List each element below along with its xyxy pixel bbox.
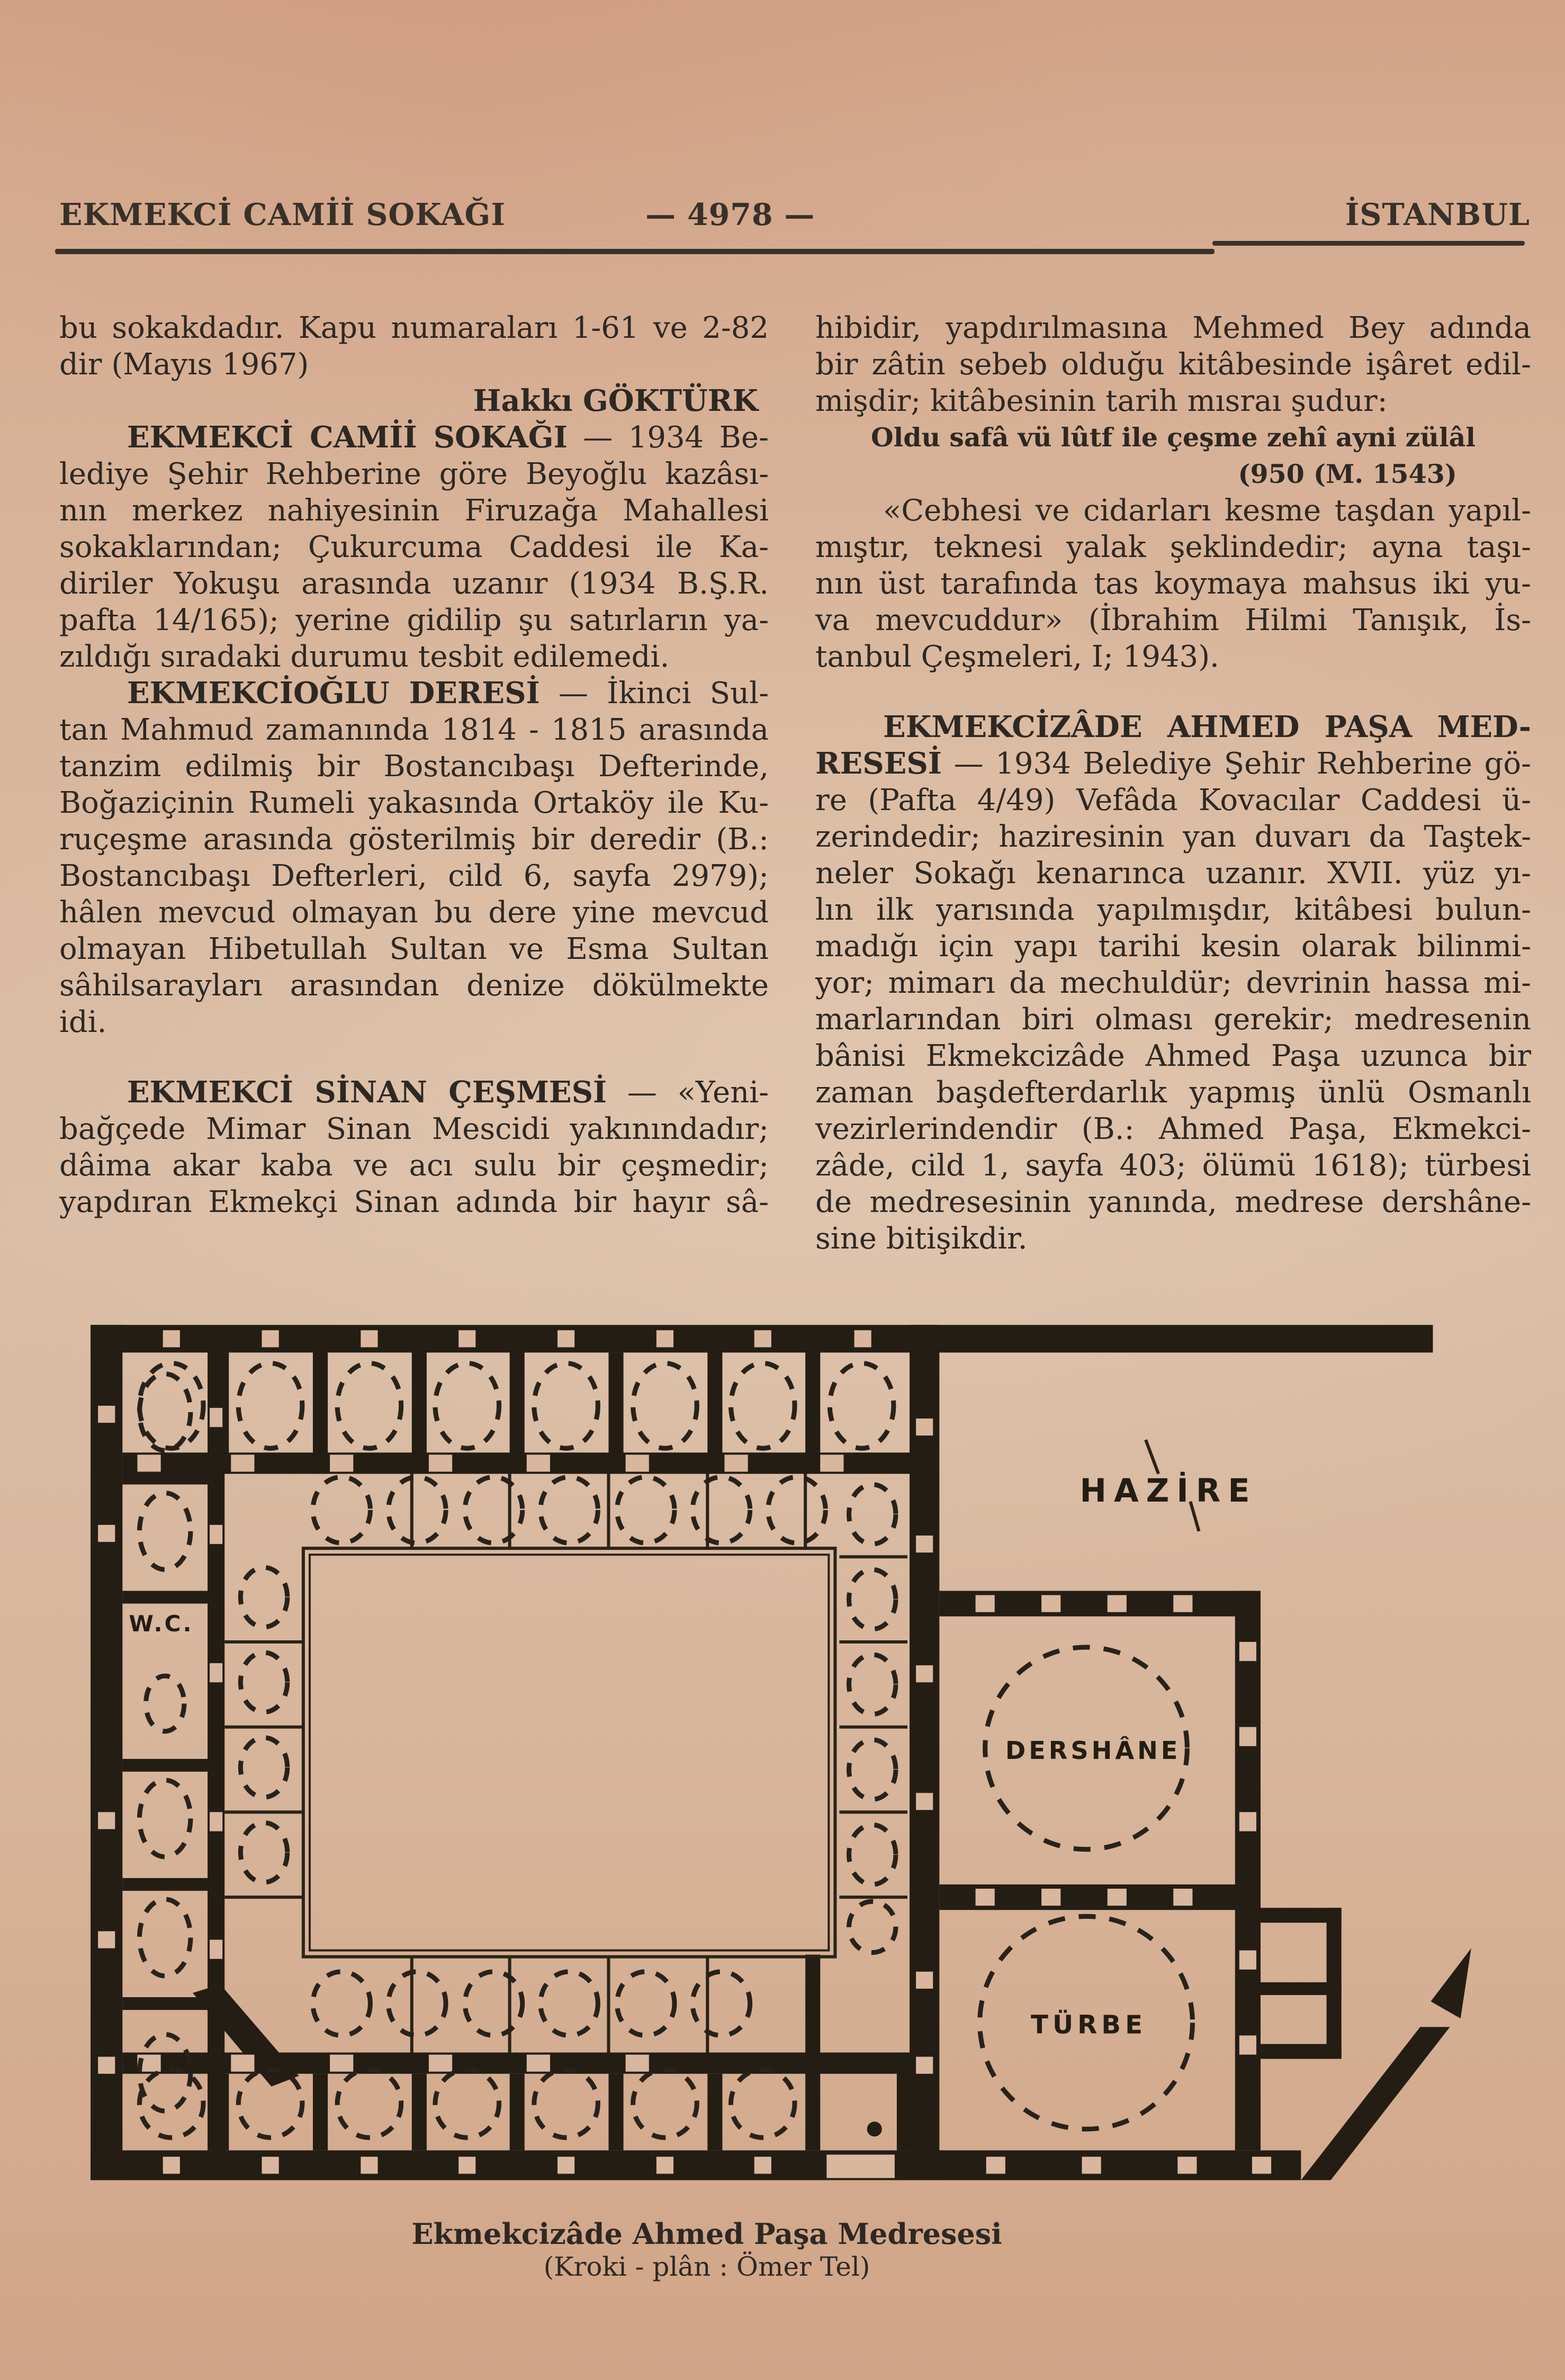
text-line: Bostancıbaşı Defterleri, cild 6, sayfa 2979); <box>59 859 769 893</box>
text-line: diriler Yokuşu arasında uzanır (1934 B.Ş.R. <box>59 567 769 601</box>
paragraph <box>59 310 769 383</box>
figure-caption-title: Ekmekcizâde Ahmed Paşa Medresesi <box>411 2217 1002 2251</box>
text-line: bağçede Mimar Sinan Mescidi yakınındadır; <box>59 1112 769 1146</box>
page-number: — 4978 — <box>645 197 815 232</box>
header-rule <box>55 249 1215 254</box>
column-right <box>815 310 1531 1257</box>
text-line: ruçeşme arasında gösterilmiş bir deredir (B.: <box>59 822 769 857</box>
text-line: sâhilsarayları arasından denize dökülmekte <box>59 968 769 1003</box>
text-line: olmayan Hibetullah Sultan ve Esma Sultan <box>59 932 769 966</box>
paragraph <box>815 419 1531 456</box>
text-line: RESESİ — 1934 Belediye Şehir Rehberine gö- <box>815 746 1531 781</box>
text-line: sokaklarından; Çukurcuma Caddesi ile Ka- <box>59 530 769 564</box>
text-line: bânisi Ekmekcizâde Ahmed Paşa uzunca bir <box>815 1039 1531 1073</box>
figure-caption <box>177 2217 1236 2283</box>
figure-caption-credit: (Kroki - plân : Ömer Tel) <box>543 2251 870 2282</box>
column-left <box>59 310 769 1220</box>
text-line: zaman başdefterdarlık yapmış ünlü Osmanlı <box>815 1075 1531 1110</box>
header-rule-right <box>1212 241 1525 246</box>
text-line: dâima akar kaba ve acı sulu bir çeşmedir; <box>59 1148 769 1183</box>
text-line: EKMEKCİ CAMİİ SOKAĞI — 1934 Be- <box>127 420 769 455</box>
text-line: yor; mimarı da mechuldür; devrinin hassa mi- <box>815 966 1531 1000</box>
text-line: mıştır, teknesi yalak şeklindedir; ayna taşı- <box>815 530 1531 564</box>
text-line: Oldu safâ vü lûtf ile çeşme zehî ayni zülâl <box>870 422 1476 453</box>
text-line: sine bitişikdir. <box>815 1222 1028 1256</box>
text-line: bir zâtin sebeb olduğu kitâbesinde işâret edil- <box>815 347 1531 382</box>
text-line: mişdir; kitâbesinin tarih mısraı şudur: <box>815 384 1388 418</box>
label-dershane: DERSHÂNE <box>1005 1736 1181 1765</box>
text-line: nın merkez nahiyesinin Firuzağa Mahallesi <box>59 493 769 528</box>
plan-walls <box>91 1325 1471 2180</box>
paragraph <box>815 709 1531 1257</box>
text-line: «Cebhesi ve cidarları kesme taşdan yapıl- <box>883 493 1531 528</box>
text-line: idi. <box>59 1005 107 1039</box>
text-line: lediye Şehir Rehberine göre Beyoğlu kazâsı- <box>59 457 769 491</box>
floor-plan-figure <box>82 1312 1497 2211</box>
paragraph <box>59 1074 769 1220</box>
text-line: Hakkı GÖKTÜRK <box>473 383 758 418</box>
text-line: marlarından biri olması gerekir; medresenin <box>815 1002 1531 1037</box>
paragraph <box>59 383 769 419</box>
label-hazire: HAZİRE <box>1080 1472 1257 1510</box>
text-line: madığı için yapı tarihi kesin olarak bilinmi- <box>815 929 1531 964</box>
text-line: va mevcuddur» (İbrahim Hilmi Tanışık, İs- <box>815 603 1531 637</box>
text-line: de medresesinin yanında, medrese dershâne- <box>815 1185 1531 1219</box>
paragraph <box>59 675 769 1040</box>
paragraph <box>59 419 769 675</box>
text-line: (950 (M. 1543) <box>1238 459 1457 489</box>
running-head-left: EKMEKCİ CAMİİ SOKAĞI <box>59 197 506 232</box>
text-line: yapdıran Ekmekçi Sinan adında bir hayır sâ- <box>59 1185 769 1219</box>
text-line: zâde, cild 1, sayfa 403; ölümü 1618); türbesi <box>815 1148 1531 1183</box>
text-line: bu sokakdadır. Kapu numaraları 1-61 ve 2-82 <box>59 311 769 345</box>
text-line: EKMEKCİOĞLU DERESİ — İkinci Sul- <box>127 676 769 711</box>
label-turbe: TÜRBE <box>1031 2010 1147 2040</box>
text-line: neler Sokağı kenarınca uzanır. XVII. yüz yı- <box>815 856 1531 891</box>
text-line: vezirlerindendir (B.: Ahmed Paşa, Ekmekci- <box>815 1112 1531 1146</box>
text-line: tanzim edilmiş bir Bostancıbaşı Defterinde, <box>59 749 769 784</box>
paragraph <box>815 492 1531 675</box>
paragraph <box>815 456 1531 492</box>
text-line: dir (Mayıs 1967) <box>59 347 309 382</box>
north-arrow-icon <box>1431 1948 1471 2019</box>
running-head-right: İSTANBUL <box>1345 197 1530 232</box>
text-line: re (Pafta 4/49) Vefâda Kovacılar Caddesi ü- <box>815 783 1531 818</box>
text-line: hibidir, yapdırılmasına Mehmed Bey adında <box>815 311 1531 345</box>
text-line: zıldığı sıradaki durumu tesbit edilemedi. <box>59 640 670 674</box>
running-head <box>59 197 1530 234</box>
paragraph <box>815 310 1531 419</box>
text-line: EKMEKCİ SİNAN ÇEŞMESİ — «Yeni- <box>127 1075 769 1110</box>
floor-plan-svg <box>82 1312 1497 2211</box>
text-line: EKMEKCİZÂDE AHMED PAŞA MED- <box>883 709 1531 744</box>
text-line: zerindedir; haziresinin yan duvarı da Taştek- <box>815 820 1531 854</box>
label-wc: W.C. <box>129 1610 194 1637</box>
text-line: hâlen mevcud olmayan bu dere yine mevcud <box>59 895 769 930</box>
text-line: nın üst tarafında tas koymaya mahsus iki yu- <box>815 567 1531 601</box>
text-line: pafta 14/165); yerine gidilip şu satırların ya- <box>59 603 769 637</box>
text-line: tan Mahmud zamanında 1814 - 1815 arasında <box>59 713 769 747</box>
text-line: lın ilk yarısında yapılmışdır, kitâbesi bulun- <box>815 893 1531 927</box>
text-line: Boğaziçinin Rumeli yakasında Ortaköy ile Ku- <box>59 786 769 820</box>
text-line: tanbul Çeşmeleri, I; 1943). <box>815 640 1219 674</box>
